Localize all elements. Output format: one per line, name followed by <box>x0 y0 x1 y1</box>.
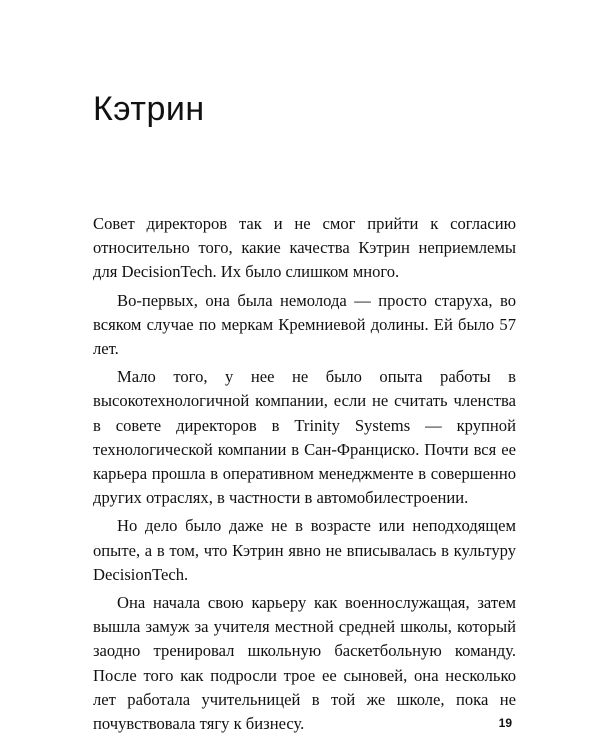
body-text <box>93 212 516 740</box>
paragraph: Она начала свою карьеру как военнослужащая, затем вышла замуж за учителя местной средней школы, который заодно тренировал школьную баскетбольную команду. После того как подросли трое ее сыновей, она несколько лет работала учительницей в той же школе, пока не почувствовала тягу к бизнесу. <box>93 593 516 734</box>
paragraph: Во-первых, она была немолода — просто старуха, во всяком случае по меркам Кремниевой долины. Ей было 57 лет. <box>93 290 516 359</box>
page-number: 19 <box>498 716 512 730</box>
chapter-title: Кэтрин <box>93 90 205 128</box>
paragraph: Мало того, у нее не было опыта работы в высокотехнологичной компании, если не считать членства в совете директоров в Trinity Systems — крупной технологической компании в Сан-Франциско. Почти вся ее карьера прошла в оперативном менеджменте в совершенно других отраслях, в частности в автомобилестроении. <box>93 367 516 508</box>
paragraph: Но дело было даже не в возрасте или неподходящем опыте, а в том, что Кэтрин явно не вписывалась в культуру DecisionTech. <box>93 516 516 584</box>
paragraph: Совет директоров так и не смог прийти к согласию относительно того, какие качества Кэтрин неприемлемы для DecisionTech. Их было слишком много. <box>93 214 516 282</box>
